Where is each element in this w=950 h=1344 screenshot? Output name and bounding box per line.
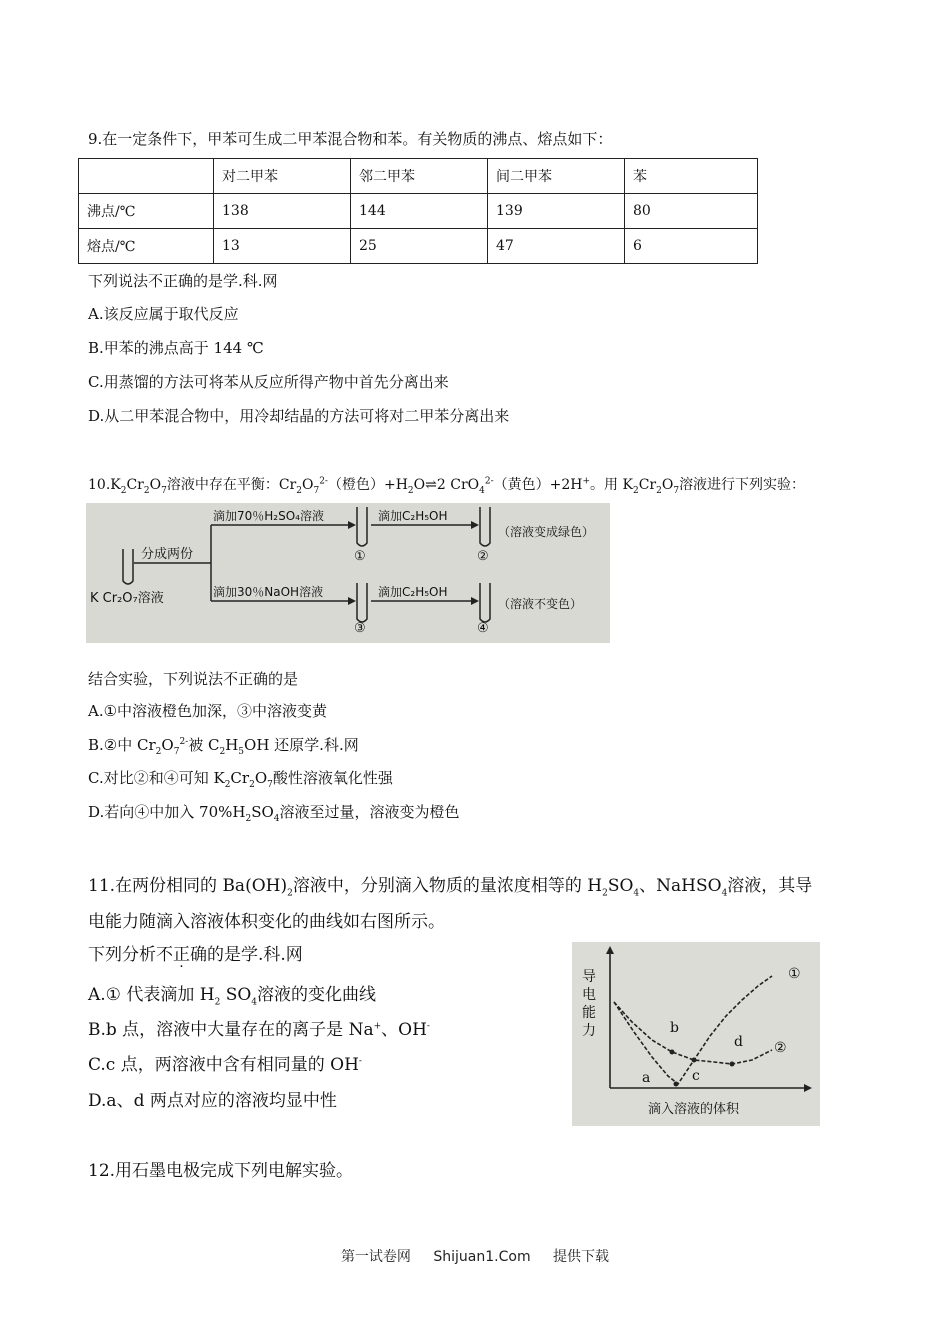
bottom-reagent-label: 滴加30％NaOH溶液 [213,585,324,599]
properties-table [78,158,758,264]
q10-stem: $10.K_2Cr_2O_7$溶液中存在平衡：$Cr_2O_7^{2-}$（橙色）$+H_2O\rightleftharpoons 2$ CrO$_4^{2-}$（黄色）+2H+。用 $K_2Cr_2O_7$溶液进行下列实验： [88,476,806,496]
point-b-label: b [670,1020,679,1036]
table-cell: 47 [488,229,625,264]
curve-2-label: ② [774,1040,787,1056]
table-row [79,229,758,264]
tube-1-label: ① [354,549,366,564]
q10-option-c: C.对比②和④可知 $K_2Cr_2O_7$酸性溶液氧化性强 [88,769,393,790]
top-reagent-label: 滴加70％H₂SO₄溶液 [213,509,324,523]
table-header-cell: 对二甲苯 [214,159,351,194]
equilibrium-arrow-icon: ⇌ [425,477,437,493]
curve-2 [614,1002,772,1064]
q11-stem-line2: 电能力随滴入溶液体积变化的曲线如右图所示。 [88,912,445,932]
curve-1-label: ① [788,966,801,982]
q11-stem-line1: 11.在两份相同的 $Ba(OH)_2$溶液中，分别滴入物质的量浓度相等的 $H_2SO_4$、NaHSO$_4$溶液，其导 [88,876,813,899]
table-header-cell: 苯 [625,159,758,194]
q11-option-d: D.a、d 两点对应的溶液均显中性 [88,1091,337,1111]
ethanol-bottom-label: 滴加C₂H₅OH [378,585,448,599]
result-bottom-label: （溶液不变色） [498,597,583,611]
table-row [79,194,758,229]
table-header-cell: 间二甲苯 [488,159,625,194]
table-cell: 144 [351,194,488,229]
q10-option-d: D.若向④中加入 $70\%H_2SO_4$溶液至过量，溶液变为橙色 [88,803,460,824]
point-c-label: c [692,1068,700,1084]
table-cell: 沸点/℃ [79,194,214,229]
table-cell: 熔点/℃ [79,229,214,264]
q11-option-a: A.① 代表滴加 $H_2$ $SO_4$溶液的变化曲线 [88,985,377,1008]
ethanol-top-label: 滴加C₂H₅OH [378,509,448,523]
start-solution-label: K Cr₂O₇溶液 [90,591,164,606]
q9-question: 下列说法不正确的是学.科.网 [88,272,278,290]
experiment-diagram [86,503,610,643]
footer-tail: 提供下载 [553,1249,610,1265]
page-footer [0,1246,950,1266]
tube-2-label: ② [477,549,489,564]
graph-xlabel: 滴入溶液的体积 [648,1102,740,1117]
table-header-row [79,159,758,194]
q10-question: 结合实验，下列说法不正确的是 [88,670,299,688]
split-label: 分成两份 [141,547,194,562]
q10-option-a: A.①中溶液橙色加深，③中溶液变黄 [88,702,328,720]
table-header-cell: 邻二甲苯 [351,159,488,194]
point-d-label: d [734,1034,743,1050]
tube-4-label: ④ [477,621,489,636]
footer-site: 第一试卷网 [340,1249,411,1265]
result-top-label: （溶液变成绿色） [498,525,595,539]
q9-option-d: D.从二甲苯混合物中，用冷却结晶的方法可将对二甲苯分离出来 [88,407,510,425]
q11-option-b: B.b 点，溶液中大量存在的离子是 Na+、OH- [88,1020,430,1040]
conductivity-graph [572,942,820,1126]
q11-question: 下列分析不正确的是学.科.网 [88,945,303,965]
footer-domain: Shijuan1.Com [433,1249,531,1265]
q9-stem: 9.在一定条件下，甲苯可生成二甲苯混合物和苯。有关物质的沸点、熔点如下： [88,130,613,148]
table-cell: 139 [488,194,625,229]
table-cell: 80 [625,194,758,229]
tube-3-label: ③ [354,621,366,636]
q10-option-b: B.②中 $Cr_2O_7^{2-}$被 $C_2H_5OH$ 还原学.科.网 [88,736,359,757]
q12-stem: 12.用石墨电极完成下列电解实验。 [88,1161,354,1181]
table-cell: 6 [625,229,758,264]
table-cell: 25 [351,229,488,264]
table-cell: 13 [214,229,351,264]
point-a-label: a [642,1070,651,1086]
q9-option-c: C.用蒸馏的方法可将苯从反应所得产物中首先分离出来 [88,373,449,391]
q9-option-b: B.甲苯的沸点高于 144 ℃ [88,339,264,357]
table-cell: 138 [214,194,351,229]
q11-option-c: C.c 点，两溶液中含有相同量的 OH- [88,1055,362,1075]
graph-ylabel: 导电能力 [582,969,596,1039]
table-header-cell [79,159,214,194]
q9-option-a: A.该反应属于取代反应 [88,305,239,323]
